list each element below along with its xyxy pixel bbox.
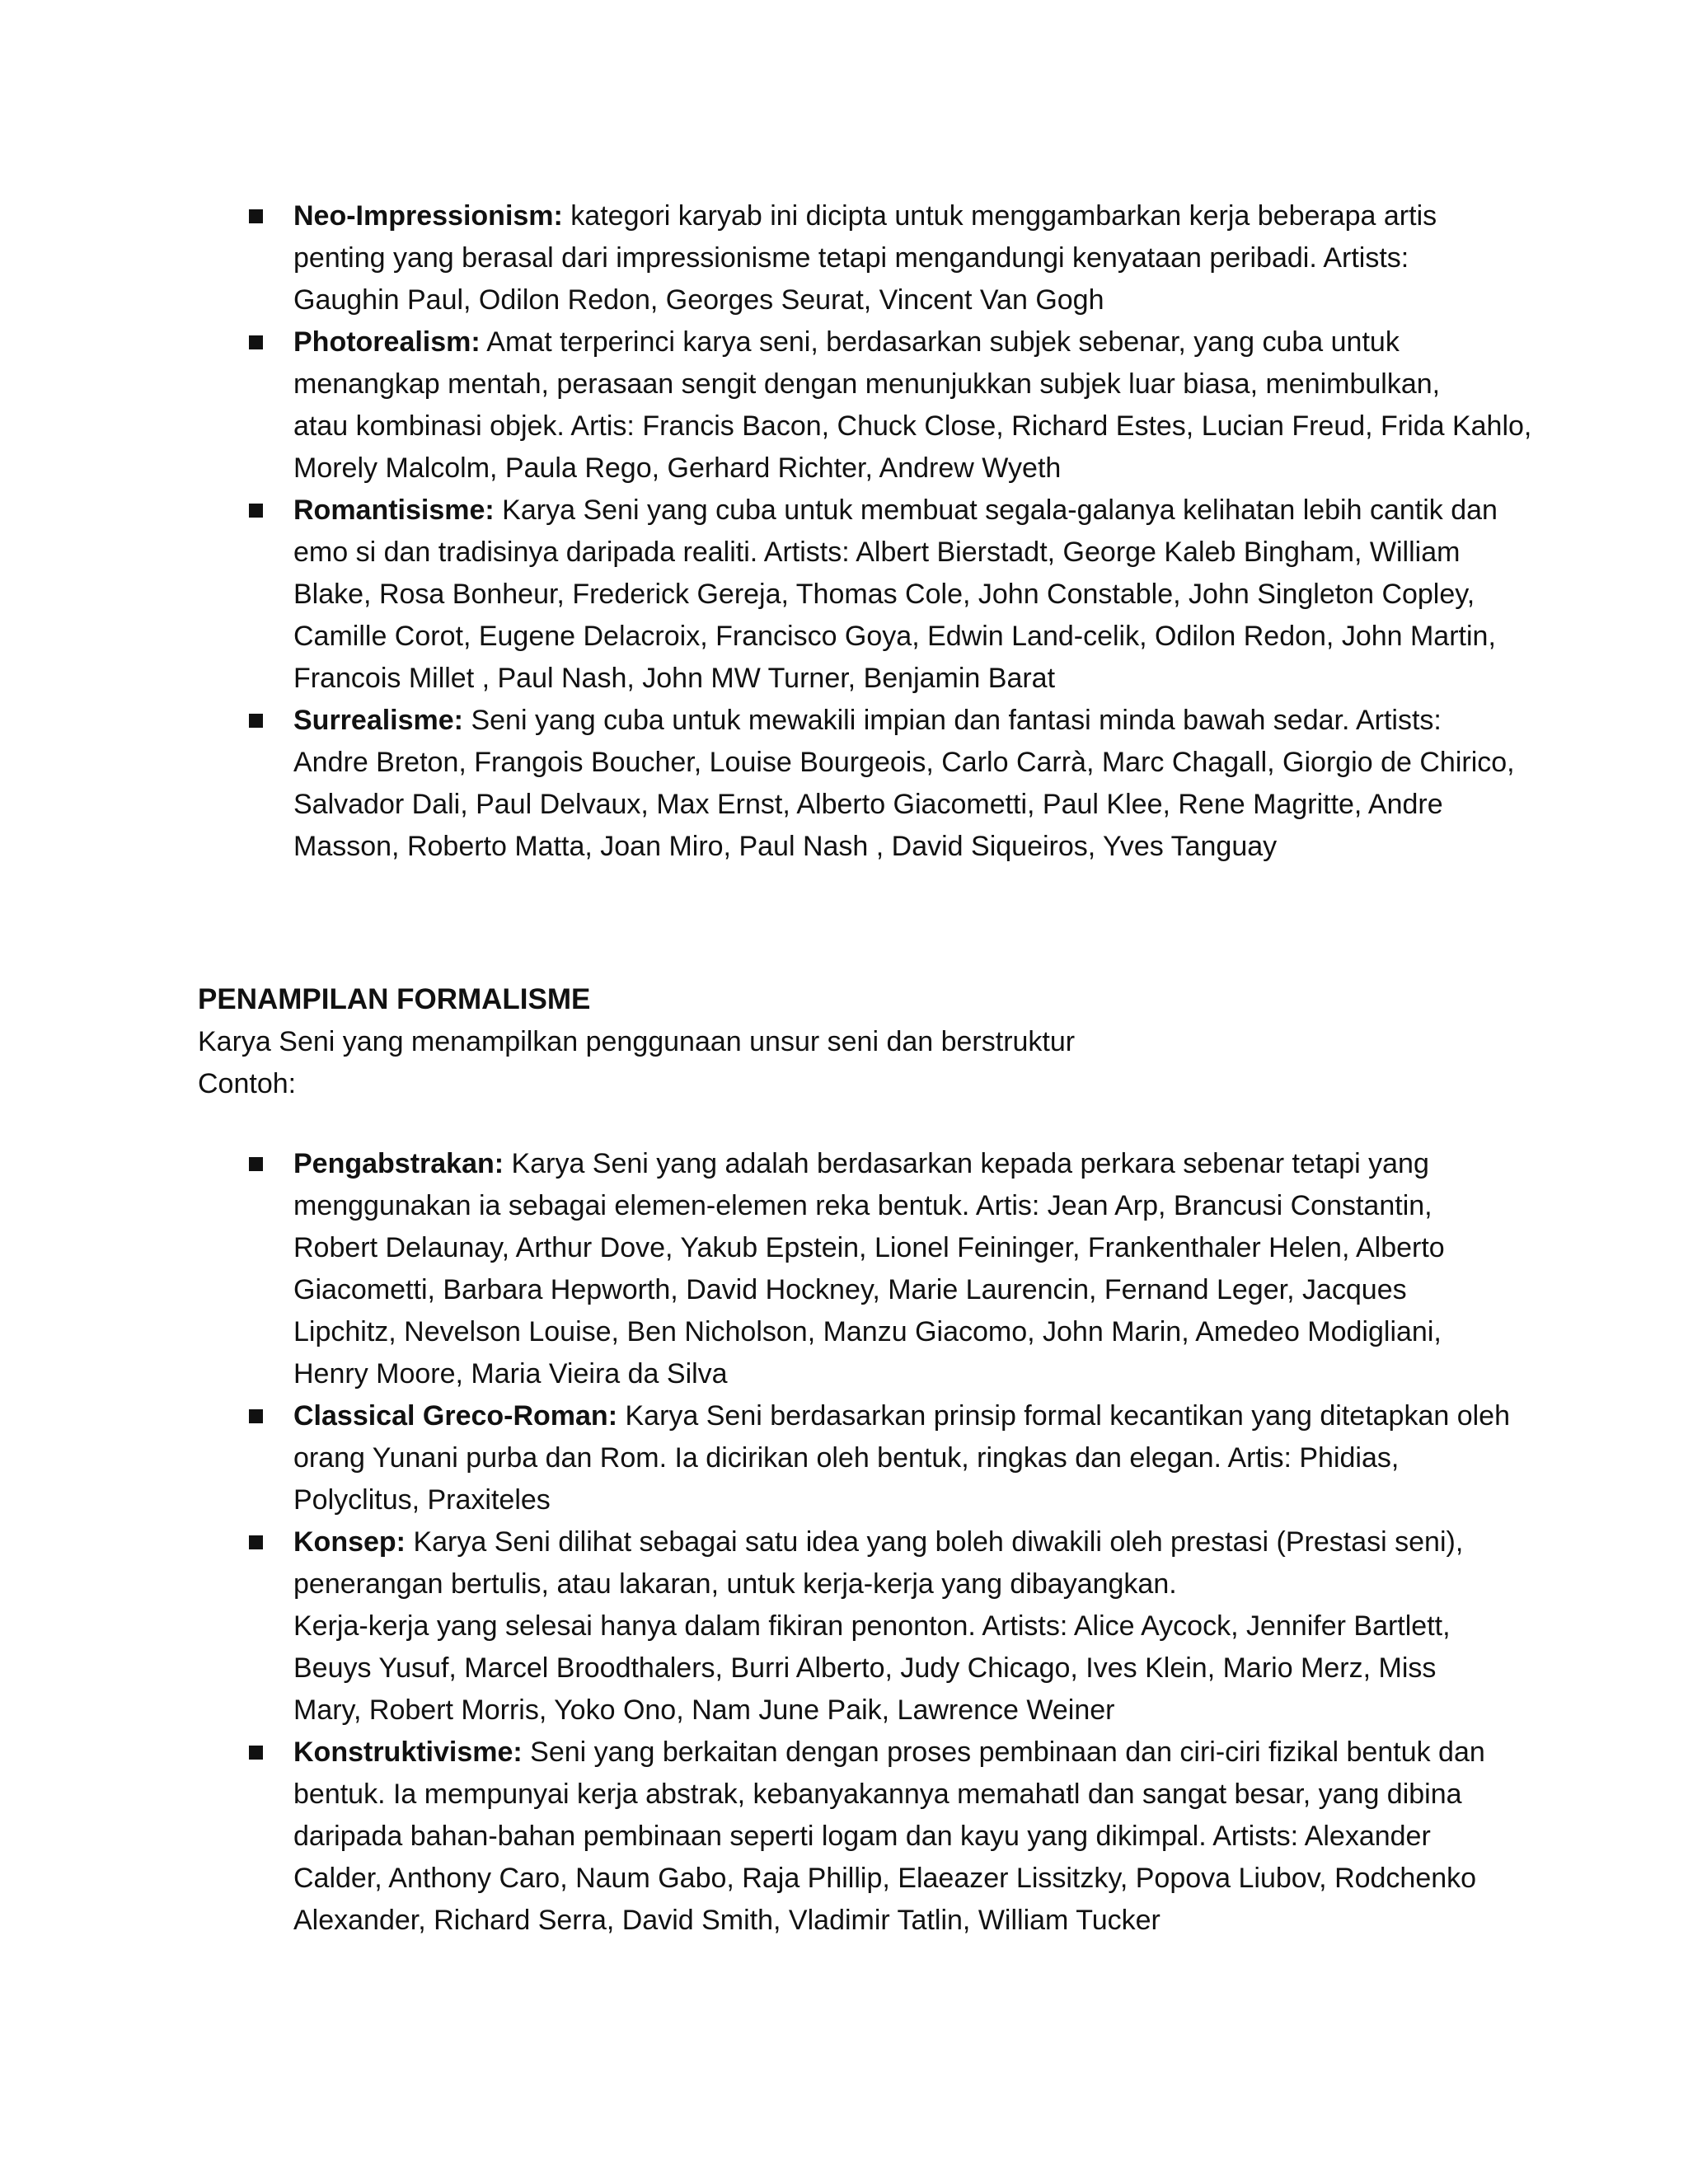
text-line: emo si dan tradisinya daripada realiti. Artists: Albert Bierstadt, George Kaleb Bingham, William — [293, 537, 1461, 568]
text-line: daripada bahan-bahan pembinaan seperti logam dan kayu yang dikimpal. Artists: Alexander — [293, 1821, 1431, 1852]
style-term: Neo-Impressionism: — [293, 200, 563, 232]
style-term: Konstruktivisme: — [293, 1736, 523, 1768]
text-line: menangkap mentah, perasaan sengit dengan menunjukkan subjek luar biasa, menimbulkan, — [293, 368, 1441, 400]
text-line: Camille Corot, Eugene Delacroix, Francisco Goya, Edwin Land-celik, Odilon Redon, John Martin, — [293, 621, 1496, 652]
first-line — [293, 195, 1510, 237]
square-bullet-icon — [249, 209, 263, 223]
style-text: Karya Seni berdasarkan prinsip formal kecantikan yang ditetapkan oleh — [617, 1400, 1511, 1432]
style-term: Romantisisme: — [293, 494, 495, 526]
list-item — [249, 700, 1515, 868]
text-line: Salvador Dali, Paul Delvaux, Max Ernst, Alberto Giacometti, Paul Klee, Rene Magritte, Andre — [293, 789, 1443, 820]
text-line: Kerja-kerja yang selesai hanya dalam fikiran penonton. Artists: Alice Aycock, Jennifer Bartlett, — [293, 1610, 1451, 1642]
text-line: penerangan bertulis, atau lakaran, untuk kerja-kerja yang dibayangkan. — [293, 1568, 1177, 1600]
list-item — [249, 1143, 1510, 1395]
text-line: Henry Moore, Maria Vieira da Silva — [293, 1358, 728, 1390]
style-text: Amat terperinci karya seni, berdasarkan subjek sebenar, yang cuba untuk — [480, 326, 1400, 358]
list-item — [249, 1732, 1510, 1942]
text-line: Lipchitz, Nevelson Louise, Ben Nicholson, Manzu Giacomo, John Marin, Amedeo Modigliani, — [293, 1316, 1442, 1347]
square-bullet-icon — [249, 1157, 263, 1171]
text-line: Calder, Anthony Caro, Naum Gabo, Raja Phillip, Elaeazer Lissitzky, Popova Liubov, Rodchenko — [293, 1863, 1477, 1894]
text-line: Morely Malcolm, Paula Rego, Gerhard Richter, Andrew Wyeth — [293, 452, 1062, 484]
list-item — [249, 321, 1532, 490]
style-text: Karya Seni yang adalah berdasarkan kepada perkara sebenar tetapi yang — [504, 1148, 1429, 1179]
first-line — [293, 700, 1510, 742]
style-term: Pengabstrakan: — [293, 1148, 504, 1179]
text-line: Alexander, Richard Serra, David Smith, Vladimir Tatlin, William Tucker — [293, 1905, 1160, 1936]
style-text: Karya Seni dilihat sebagai satu idea yang boleh diwakili oleh prestasi (Prestasi seni), — [406, 1526, 1464, 1558]
realism-style-list — [249, 195, 1532, 868]
first-line — [293, 1521, 1510, 1563]
first-line — [293, 1395, 1510, 1437]
list-item — [249, 490, 1510, 700]
style-text: Seni yang cuba untuk mewakili impian dan fantasi minda bawah sedar. Artists: — [463, 705, 1442, 736]
square-bullet-icon — [249, 504, 263, 518]
text-line: Robert Delaunay, Arthur Dove, Yakub Epstein, Lionel Feininger, Frankenthaler Helen, Alberto — [293, 1232, 1445, 1263]
text-line: penting yang berasal dari impressionisme tetapi mengandungi kenyataan peribadi. Artists: — [293, 242, 1409, 274]
square-bullet-icon — [249, 714, 263, 728]
text-line: atau kombinasi objek. Artis: Francis Bacon, Chuck Close, Richard Estes, Lucian Freud, Frida Kahlo, — [293, 410, 1532, 442]
text-line: Masson, Roberto Matta, Joan Miro, Paul Nash , David Siqueiros, Yves Tanguay — [293, 831, 1278, 862]
text-line: Beuys Yusuf, Marcel Broodthalers, Burri Alberto, Judy Chicago, Ives Klein, Mario Merz, Miss — [293, 1652, 1437, 1684]
square-bullet-icon — [249, 335, 263, 349]
list-item — [249, 1395, 1510, 1521]
square-bullet-icon — [249, 1746, 263, 1760]
square-bullet-icon — [249, 1535, 263, 1549]
text-line: menggunakan ia sebagai elemen-elemen reka bentuk. Artis: Jean Arp, Brancusi Constantin, — [293, 1190, 1432, 1221]
square-bullet-icon — [249, 1409, 263, 1423]
first-line — [293, 1732, 1510, 1774]
style-term: Konsep: — [293, 1526, 406, 1558]
text-line: bentuk. Ia mempunyai kerja abstrak, kebanyakannya memahatl dan sangat besar, yang dibina — [293, 1779, 1462, 1810]
text-line: orang Yunani purba dan Rom. Ia dicirikan oleh bentuk, ringkas dan elegan. Artis: Phidias, — [293, 1442, 1400, 1474]
first-line — [293, 490, 1510, 532]
list-item — [249, 195, 1510, 321]
style-term: Photorealism: — [293, 326, 481, 358]
text-line: Giacometti, Barbara Hepworth, David Hockney, Marie Laurencin, Fernand Leger, Jacques — [293, 1274, 1407, 1305]
section-intro: Karya Seni yang menampilkan penggunaan unsur seni dan berstruktur — [198, 1026, 1076, 1057]
style-text: Seni yang berkaitan dengan proses pembinaan dan ciri-ciri fizikal bentuk dan — [522, 1736, 1485, 1768]
first-line — [293, 321, 1510, 363]
section-heading: PENAMPILAN FORMALISME — [198, 983, 591, 1015]
text-line: Mary, Robert Morris, Yoko Ono, Nam June Paik, Lawrence Weiner — [293, 1694, 1115, 1726]
style-term: Surrealisme: — [293, 705, 463, 736]
text-line: Gaughin Paul, Odilon Redon, Georges Seurat, Vincent Van Gogh — [293, 284, 1104, 316]
style-text: Karya Seni yang cuba untuk membuat segala-galanya kelihatan lebih cantik dan — [494, 494, 1498, 526]
style-term: Classical Greco-Roman: — [293, 1400, 618, 1432]
text-line: Francois Millet , Paul Nash, John MW Turner, Benjamin Barat — [293, 663, 1056, 694]
formalism-style-list — [249, 1143, 1510, 1942]
first-line — [293, 1143, 1510, 1185]
example-label: Contoh: — [198, 1068, 297, 1099]
style-text: kategori karyab ini dicipta untuk menggambarkan kerja beberapa artis — [562, 200, 1437, 232]
text-line: Andre Breton, Frangois Boucher, Louise Bourgeois, Carlo Carrà, Marc Chagall, Giorgio de Chirico, — [293, 747, 1515, 778]
text-line: Polyclitus, Praxiteles — [293, 1484, 551, 1516]
text-line: Blake, Rosa Bonheur, Frederick Gereja, Thomas Cole, John Constable, John Singleton Copley, — [293, 579, 1475, 610]
list-item — [249, 1521, 1510, 1732]
